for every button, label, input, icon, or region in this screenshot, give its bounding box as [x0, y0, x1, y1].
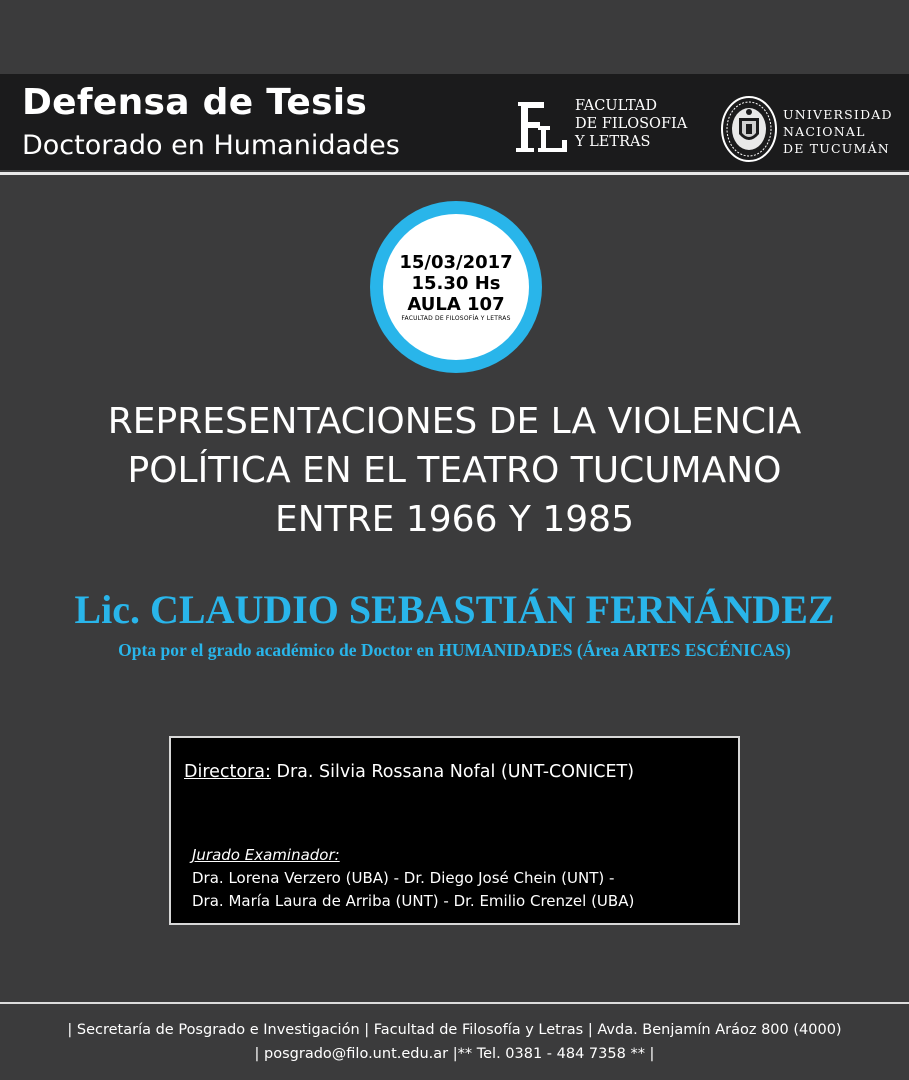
page-title: Defensa de Tesis — [22, 82, 368, 123]
candidate-name: Lic. CLAUDIO SEBASTIÁN FERNÁNDEZ — [74, 587, 835, 632]
event-date: 15/03/2017 — [399, 252, 513, 273]
faculty-logo-text — [575, 97, 687, 151]
university-seal-icon — [721, 96, 777, 162]
university-logo-line-1: UNIVERSIDAD — [783, 107, 893, 122]
director-label: Directora: — [184, 762, 271, 782]
university-logo-text — [783, 106, 893, 157]
footer-line-1: | Secretaría de Posgrado e Investigación | Facultad de Filosofía y Letras | Avda. Benjamín Aráoz 800 (4000) — [67, 1022, 842, 1038]
thesis-title-line-3: ENTRE 1966 Y 1985 — [275, 499, 634, 540]
faculty-logo-line-2: DE FILOSOFIA — [575, 116, 688, 132]
event-time: 15.30 Hs — [411, 273, 501, 294]
event-badge — [383, 214, 529, 360]
thesis-title-line-2: POLÍTICA EN EL TEATRO TUCUMANO — [127, 450, 782, 491]
footer-line-2: | posgrado@filo.unt.edu.ar |** Tel. 0381 - 484 7358 ** | — [254, 1046, 655, 1062]
page-subtitle: Doctorado en Humanidades — [22, 130, 400, 161]
footer — [0, 1018, 909, 1066]
thesis-title — [0, 397, 909, 544]
director-line — [184, 762, 634, 782]
event-room: AULA 107 — [407, 294, 505, 315]
faculty-logo-icon — [514, 98, 570, 156]
director-name: Dra. Silvia Rossana Nofal (UNT-CONICET) — [276, 762, 635, 782]
event-place: FACULTAD DE FILOSOFÍA Y LETRAS — [401, 315, 511, 322]
jury-label: Jurado Examinador: — [192, 846, 340, 864]
footer-divider — [0, 1002, 909, 1004]
jury-line-2: Dra. María Laura de Arriba (UNT) - Dr. Emilio Crenzel (UBA) — [192, 892, 635, 910]
university-logo-line-3: DE TUCUMÁN — [783, 141, 890, 156]
jury-line-1: Dra. Lorena Verzero (UBA) - Dr. Diego José Chein (UNT) - — [192, 869, 615, 887]
header-divider — [0, 172, 909, 175]
faculty-logo-line-3: Y LETRAS — [575, 134, 651, 150]
faculty-logo-line-1: FACULTAD — [575, 98, 658, 114]
thesis-title-line-1: REPRESENTACIONES DE LA VIOLENCIA — [107, 401, 802, 442]
university-logo-line-2: NACIONAL — [783, 124, 866, 139]
candidate-degree: Opta por el grado académico de Doctor en HUMANIDADES (Área ARTES ESCÉNICAS) — [118, 640, 791, 660]
